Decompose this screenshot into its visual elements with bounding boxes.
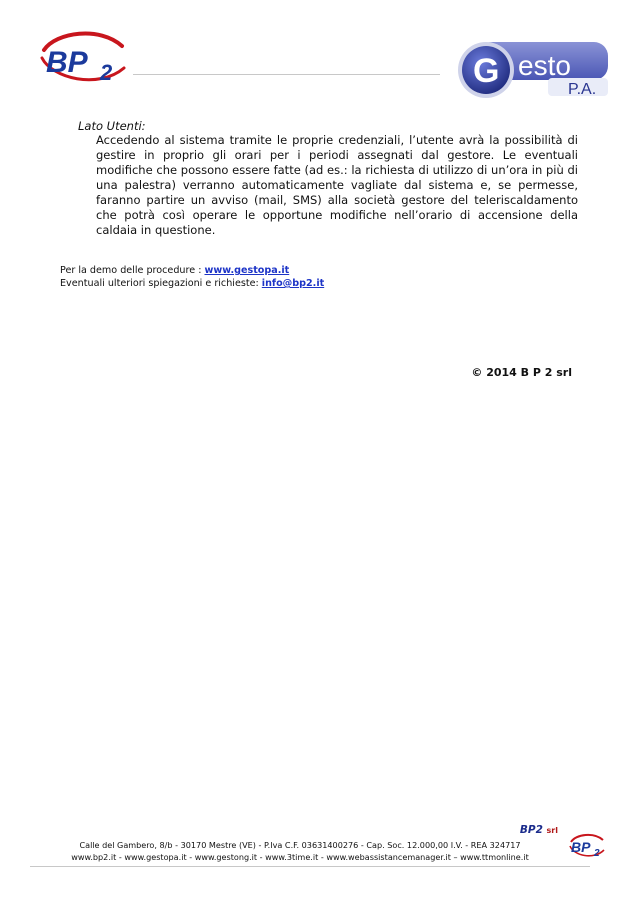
gesto-pa-logo (456, 40, 610, 100)
bp2-logo (38, 28, 130, 92)
gesto-text: esto (518, 50, 571, 81)
demo-label: Per la demo delle procedure : (60, 265, 205, 276)
copyright: © 2014 B P 2 srl (471, 366, 572, 379)
info-line (60, 278, 324, 289)
bp2-logo-subscript: 2 (100, 60, 113, 85)
footer-company-name: BP2 (519, 824, 543, 836)
body-paragraph: Accedendo al sistema tramite le proprie credenziali, l’utente avrà la possibilità di gestire in proprio gli orari per i periodi assegnati dal gestore. Le eventuali modifiche che possono essere fatte (ad es.: la richiesta di utilizzo di un’ora in più di una palestra) verranno automaticamente vagliate dal sistema e, se permesse, faranno partire un avviso (mail, SMS) alla società gestore del teleriscaldamento che potrà così operare le opportune modifiche nell’orario di accensione della caldaia in questione. (96, 133, 578, 237)
demo-link[interactable]: www.gestopa.it (204, 265, 290, 276)
footer-address: Calle del Gambero, 8/b - 30170 Mestre (VE) - P.Iva C.F. 03631400276 - Cap. Soc. 12.000,00 I.V. - REA 324717 (79, 840, 521, 850)
bp2-logo-text: BP (46, 46, 88, 79)
header-rule (133, 74, 440, 75)
footer-logo-subscript: 2 (594, 848, 600, 859)
info-email-link[interactable]: info@bp2.it (261, 278, 325, 289)
footer-logo-text: BP (571, 839, 591, 855)
footer-company (520, 824, 558, 836)
footer-websites: www.bp2.it - www.gestopa.it - www.gestong.it - www.3time.it - www.webassistancemanager.it – www.ttmonline.it (71, 852, 529, 862)
info-label: Eventuali ulteriori spiegazioni e richieste: (60, 278, 262, 289)
gesto-initial: G (473, 52, 500, 90)
pa-text: P.A. (568, 81, 597, 98)
demo-line (60, 265, 289, 276)
section-title: Lato Utenti: (78, 119, 146, 133)
footer-rule (30, 866, 590, 867)
footer-company-suffix: srl (546, 826, 558, 835)
